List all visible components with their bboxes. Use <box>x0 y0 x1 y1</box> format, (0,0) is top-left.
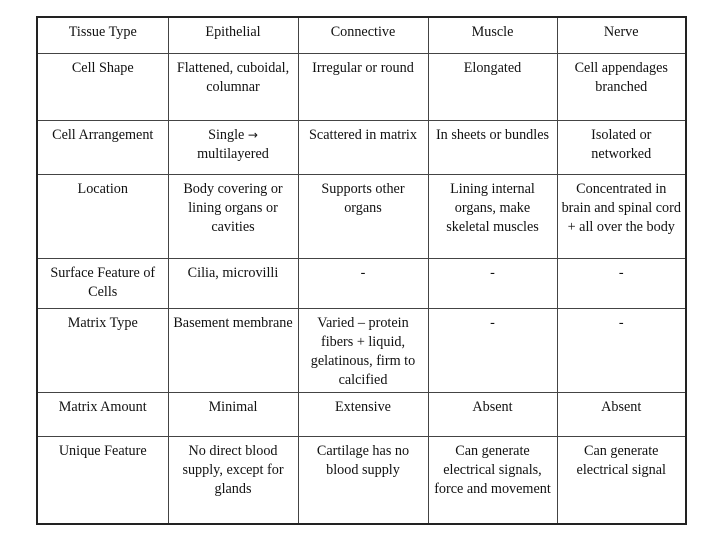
table-row-unique-feature <box>37 436 686 524</box>
surface-feature-muscle: - <box>428 258 557 308</box>
cell-shape-connective: Irregular or round <box>298 53 428 120</box>
cell-shape-nerve: Cell appendages branched <box>557 53 686 120</box>
row-label-tissue-type: Tissue Type <box>37 17 168 53</box>
matrix-type-nerve: - <box>557 308 686 392</box>
matrix-type-muscle: - <box>428 308 557 392</box>
row-label-surface-feature: Surface Feature of Cells <box>37 258 168 308</box>
matrix-type-epithelial: Basement membrane <box>168 308 298 392</box>
right-arrow-icon: → <box>247 127 258 142</box>
matrix-type-connective: Varied – protein fibers + liquid, gelatinous, firm to calcified <box>298 308 428 392</box>
row-label-cell-shape: Cell Shape <box>37 53 168 120</box>
cell-shape-epithelial: Flattened, cuboidal, columnar <box>168 53 298 120</box>
table-row-location <box>37 174 686 258</box>
matrix-amount-epithelial: Minimal <box>168 392 298 436</box>
arrangement-multilayered-text: multilayered <box>197 145 269 162</box>
matrix-amount-connective: Extensive <box>298 392 428 436</box>
header-connective: Connective <box>298 17 428 53</box>
row-label-unique-feature: Unique Feature <box>37 436 168 524</box>
location-muscle: Lining internal organs, make skeletal muscles <box>428 174 557 258</box>
matrix-amount-nerve: Absent <box>557 392 686 436</box>
arrangement-single-text: Single <box>208 126 245 143</box>
unique-feature-epithelial: No direct blood supply, except for glands <box>168 436 298 524</box>
location-epithelial: Body covering or lining organs or cavities <box>168 174 298 258</box>
location-nerve: Concentrated in brain and spinal cord + all over the body <box>557 174 686 258</box>
header-row <box>37 17 686 53</box>
cell-arrangement-nerve: Isolated or networked <box>557 120 686 174</box>
row-label-location: Location <box>37 174 168 258</box>
surface-feature-connective: - <box>298 258 428 308</box>
table-row-cell-arrangement <box>37 120 686 174</box>
unique-feature-muscle: Can generate electrical signals, force and movement <box>428 436 557 524</box>
row-label-matrix-type: Matrix Type <box>37 308 168 392</box>
row-label-matrix-amount: Matrix Amount <box>37 392 168 436</box>
tissue-comparison-table <box>36 16 687 525</box>
matrix-amount-muscle: Absent <box>428 392 557 436</box>
unique-feature-nerve: Can generate electrical signal <box>557 436 686 524</box>
cell-arrangement-epithelial <box>168 120 298 174</box>
row-label-cell-arrangement: Cell Arrangement <box>37 120 168 174</box>
table-row-matrix-type <box>37 308 686 392</box>
cell-arrangement-muscle: In sheets or bundles <box>428 120 557 174</box>
surface-feature-epithelial: Cilia, microvilli <box>168 258 298 308</box>
table-row-surface-feature <box>37 258 686 308</box>
table-row-cell-shape <box>37 53 686 120</box>
location-connective: Supports other organs <box>298 174 428 258</box>
header-epithelial: Epithelial <box>168 17 298 53</box>
header-muscle: Muscle <box>428 17 557 53</box>
unique-feature-connective: Cartilage has no blood supply <box>298 436 428 524</box>
table-row-matrix-amount <box>37 392 686 436</box>
surface-feature-nerve: - <box>557 258 686 308</box>
cell-shape-muscle: Elongated <box>428 53 557 120</box>
cell-arrangement-connective: Scattered in matrix <box>298 120 428 174</box>
header-nerve: Nerve <box>557 17 686 53</box>
